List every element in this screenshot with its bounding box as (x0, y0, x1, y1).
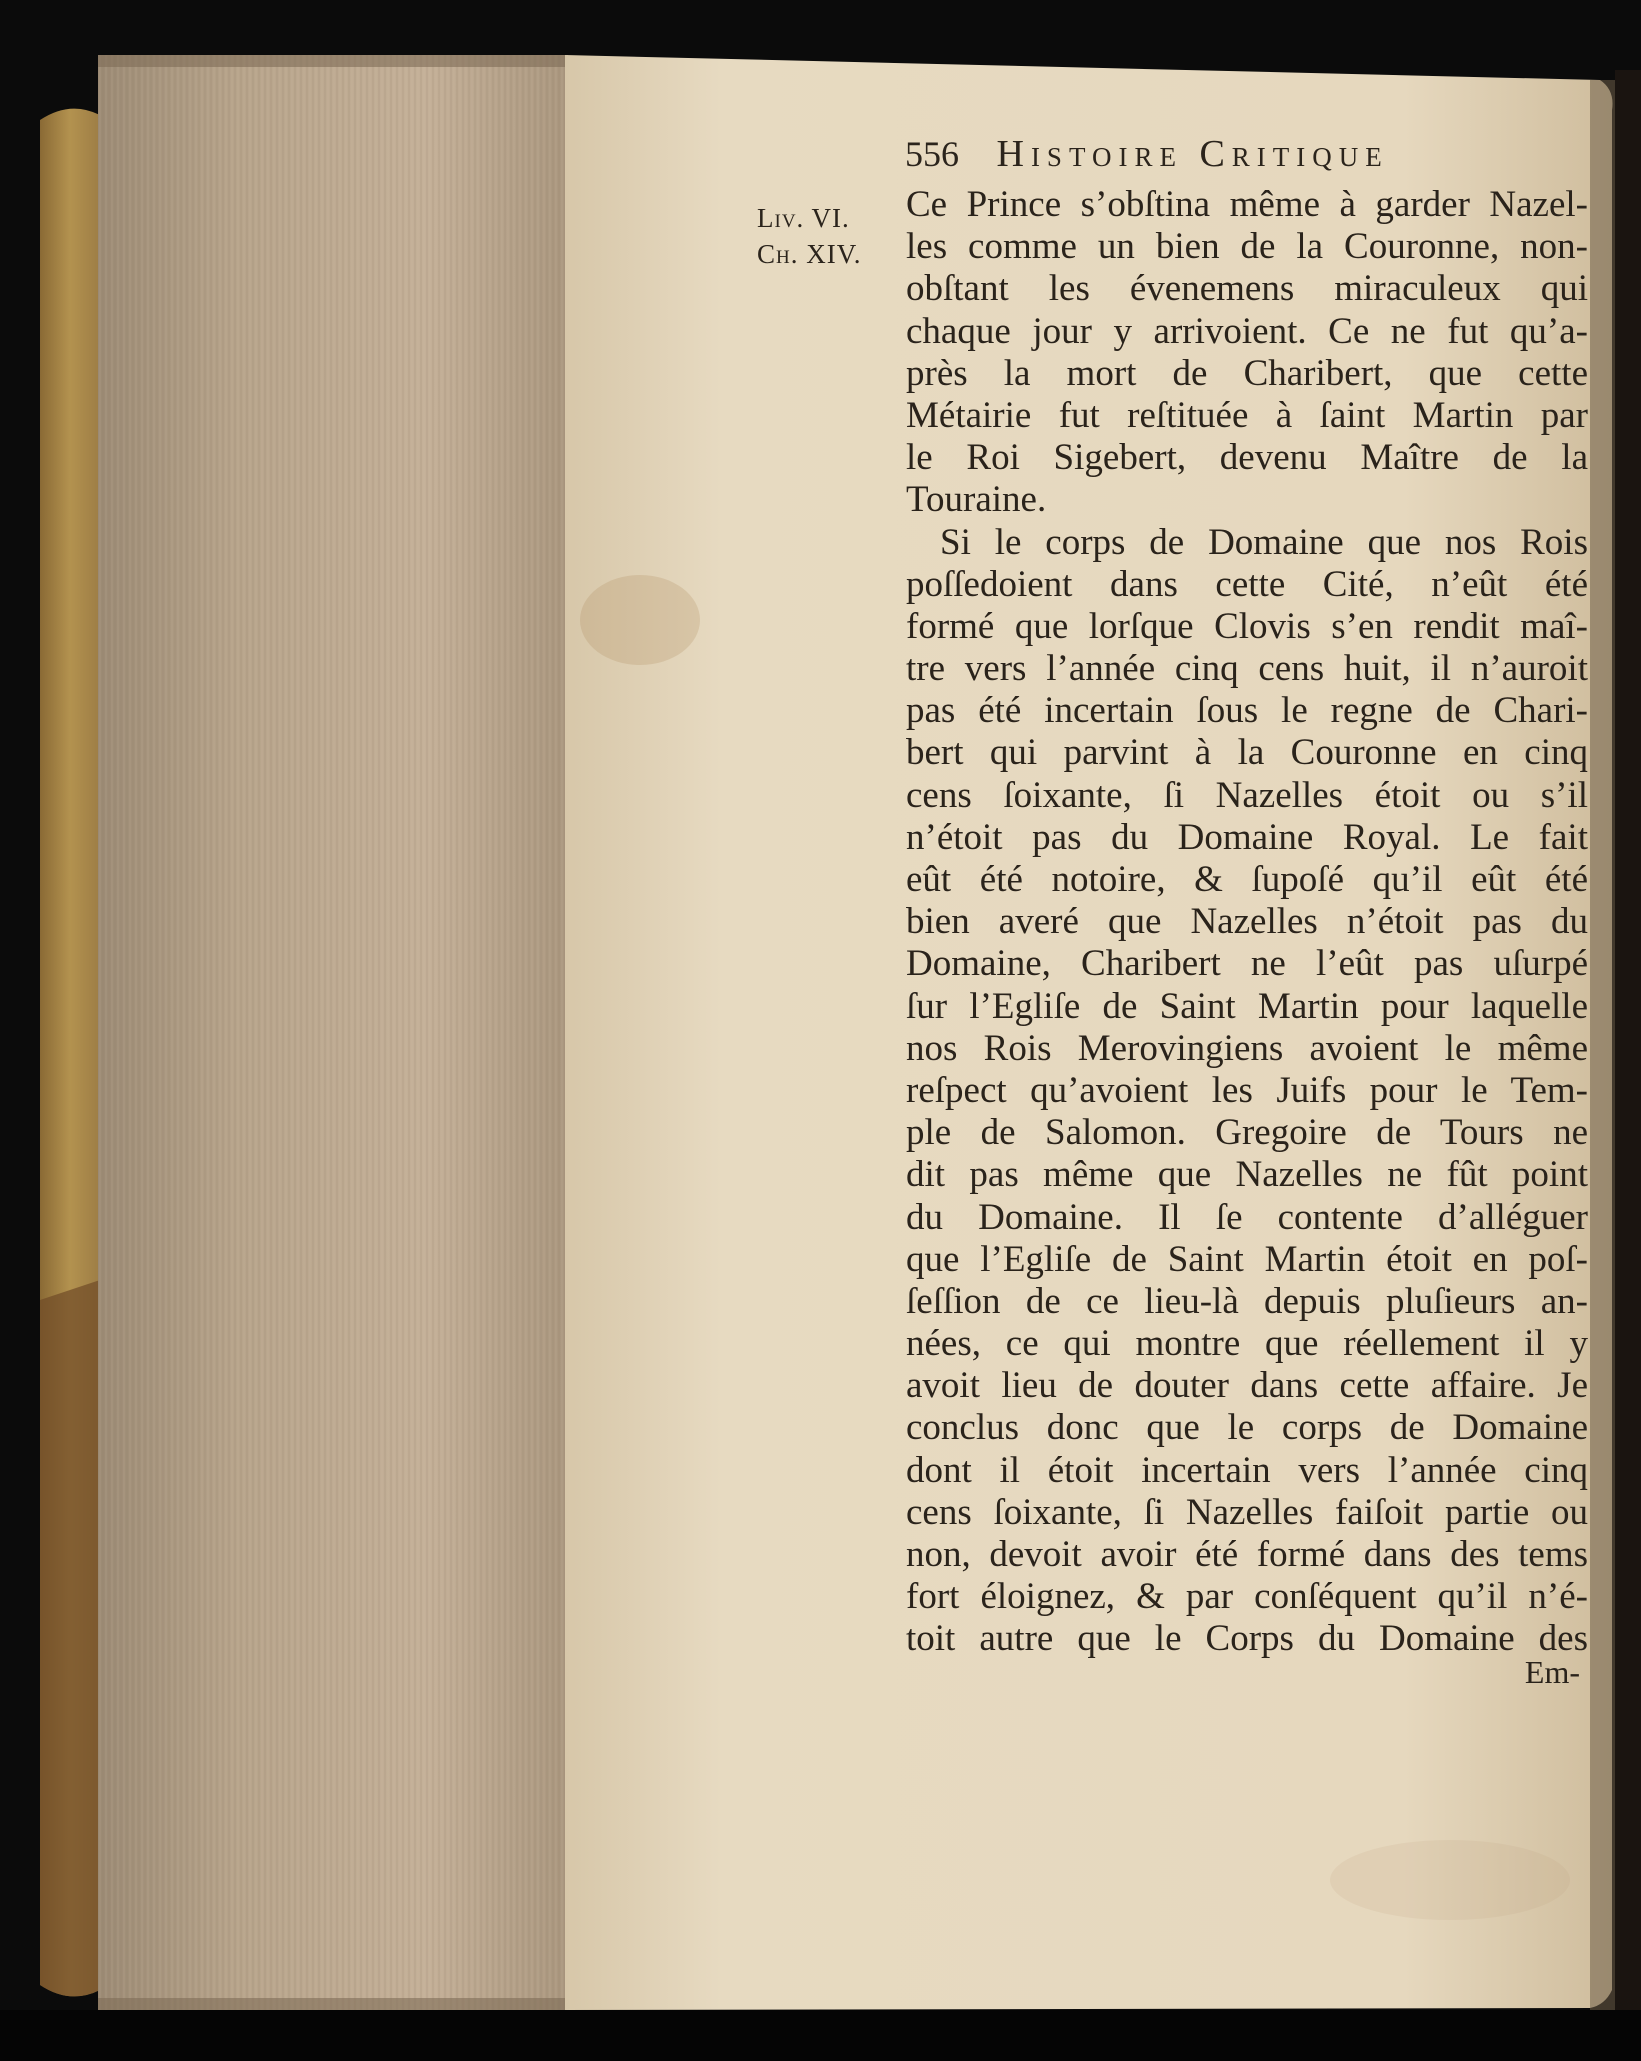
text-line: cens ſoixante, ſi Nazelles étoit ou s’il (906, 774, 1588, 816)
text-line: ſeſſion de ce lieu-là depuis pluſieurs an- (906, 1280, 1588, 1322)
text-line: non, devoit avoir été formé dans des tems (906, 1534, 1588, 1575)
margin-note (757, 200, 907, 272)
text-line: reſpect qu’avoient les Juifs pour le Tem- (906, 1069, 1588, 1111)
text-line: cens ſoixante, ſi Nazelles faiſoit partie ou (906, 1491, 1588, 1533)
text-line: formé que lorſque Clovis s’en rendit maî- (906, 605, 1588, 647)
text-line: chaque jour y arrivoient. Ce ne fut qu’a- (906, 310, 1588, 352)
text-line: avoit lieu de douter dans cette affaire. Je (906, 1365, 1588, 1407)
text-line: Domaine, Charibert ne l’eût pas uſurpé (906, 943, 1588, 985)
text-line: près la mort de Charibert, que cette (906, 352, 1588, 394)
text-line: nées, ce qui montre que réellement il y (906, 1323, 1588, 1365)
margin-note-chapter: Ch. XIV. (757, 239, 862, 269)
text-line: Ce Prince s’obſtina même à garder Nazel- (906, 184, 1588, 225)
text-line: du Domaine. Il ſe contente d’alléguer (906, 1196, 1588, 1238)
text-line: dit pas même que Nazelles ne fût point (906, 1154, 1588, 1196)
text-line: Si le corps de Domaine que nos Rois (940, 521, 1588, 563)
text-line: le Roi Sigebert, devenu Maître de la (906, 437, 1588, 479)
text-line: obſtant les évenemens miraculeux qui (906, 268, 1588, 310)
text-line: toit autre que le Corps du Domaine des (906, 1618, 1588, 1660)
body-text (906, 184, 1588, 1661)
text-line: Métairie fut reſtituée à ſaint Martin par (906, 394, 1588, 436)
text-line: bert qui parvint à la Couronne en cinq (906, 732, 1588, 774)
text-line: dont il étoit incertain vers l’année cinq (906, 1449, 1588, 1491)
text-line: que l’Egliſe de Saint Martin étoit en poſ- (906, 1238, 1588, 1280)
page-number: 556 (905, 134, 959, 174)
text-line: fort éloignez, & par conſéquent qu’il n’é- (906, 1576, 1588, 1618)
text-line: tre vers l’année cinq cens huit, il n’auroit (906, 648, 1588, 690)
text-line: eût été notoire, & ſupoſé qu’il eût été (906, 859, 1588, 900)
text-line: les comme un bien de la Couronne, non- (906, 226, 1588, 268)
text-line: n’étoit pas du Domaine Royal. Le fait (906, 816, 1588, 858)
text-line: ple de Salomon. Gregoire de Tours ne (906, 1112, 1588, 1154)
text-line: bien averé que Nazelles n’étoit pas du (906, 901, 1588, 943)
text-line: nos Rois Merovingiens avoient le même (906, 1027, 1588, 1069)
text-line: ſur l’Egliſe de Saint Martin pour laquelle (906, 985, 1588, 1027)
running-head (905, 132, 1535, 176)
catchword: Em- (1524, 1654, 1580, 1690)
text-line: poſſedoient dans cette Cité, n’eût été (906, 563, 1588, 605)
text-line: conclus donc que le corps de Domaine (906, 1407, 1588, 1449)
text-line: Touraine. (906, 479, 1047, 521)
running-title: Histoire Critique (996, 133, 1389, 175)
text-line: pas été incertain ſous le regne de Chari- (906, 690, 1588, 732)
margin-note-book: Liv. VI. (757, 203, 850, 233)
